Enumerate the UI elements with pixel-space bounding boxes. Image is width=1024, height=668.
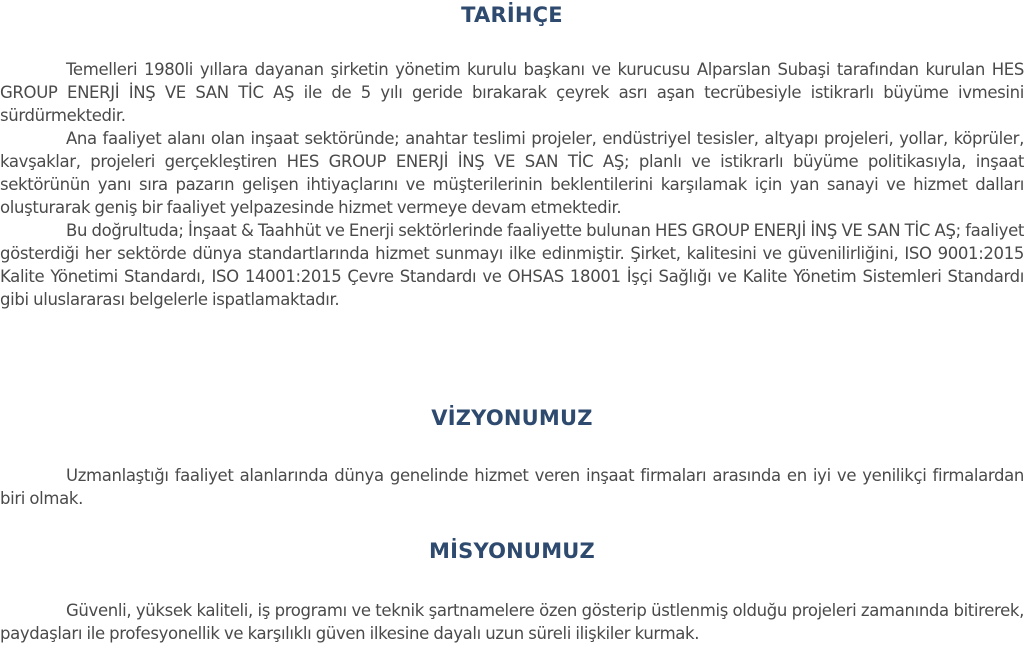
history-paragraph-3: Bu doğrultuda; İnşaat & Taahhüt ve Enerji sektörlerinde faaliyette bulunan HES GROUP ENERJİ İNŞ VE SAN TİC AŞ; faaliyet gösterdiği her sektörde dünya standartlarında hizmet sunmayı ilke edinmiştir. Şirket, kalitesini ve güvenilirliğini, ISO 9001:2015 Kalite Yönetimi Standardı, ISO 14001:2015 Çevre Standardı ve OHSAS 18001 İşçi Sağlığı ve Kalite Yönetim Sistemleri Standardı gibi uluslararası belgelerle ispatlamaktadır. bbox=[0, 221, 1024, 309]
history-paragraph-2: Ana faaliyet alanı olan inşaat sektöründe; anahtar teslimi projeler, endüstriyel tesisler, altyapı projeleri, yollar, köprüler, kavşaklar, projeleri gerçekleştiren HES GROUP ENERJİ İNŞ VE SAN TİC AŞ; planlı ve istikrarlı büyüme politikasıyla, inşaat sektörünün yanı sıra pazarın gelişen ihtiyaçlarını ve müşterilerinin beklentilerini karşılamak için yan sanayi ve hizmet dalları oluşturarak geniş bir faaliyet yelpazesinde hizmet vermeye devam etmektedir. bbox=[0, 129, 1024, 217]
vision-paragraph: Uzmanlaştığı faaliyet alanlarında dünya genelinde hizmet veren inşaat firmaları arasında en iyi ve yenilikçi firmalardan biri olmak. bbox=[0, 466, 1024, 508]
mission-paragraph: Güvenli, yüksek kaliteli, iş programı ve teknik şartnamelere özen gösterip üstlenmiş olduğu projeleri zamanında bitirerek, paydaşları ile profesyonellik ve karşılıklı güven ilkesine dayalı uzun süreli ilişkiler kurmak. bbox=[0, 601, 1024, 643]
history-title: TARİHÇE bbox=[461, 3, 563, 27]
history-paragraph-1: Temelleri 1980li yıllara dayanan şirketin yönetim kurulu başkanı ve kurucusu Alparslan Subaşi tarafından kurulan HES GROUP ENERJİ İNŞ VE SAN TİC AŞ ile de 5 yılı geride bırakarak çeyrek asrı aşan tecrübesiyle istikrarlı büyüme ivmesini sürdürmektedir. bbox=[0, 60, 1024, 125]
vision-section bbox=[0, 464, 1024, 510]
history-section bbox=[0, 58, 1024, 311]
vision-title: VİZYONUMUZ bbox=[431, 406, 593, 430]
mission-section bbox=[0, 599, 1024, 645]
mission-title: MİSYONUMUZ bbox=[429, 539, 595, 563]
